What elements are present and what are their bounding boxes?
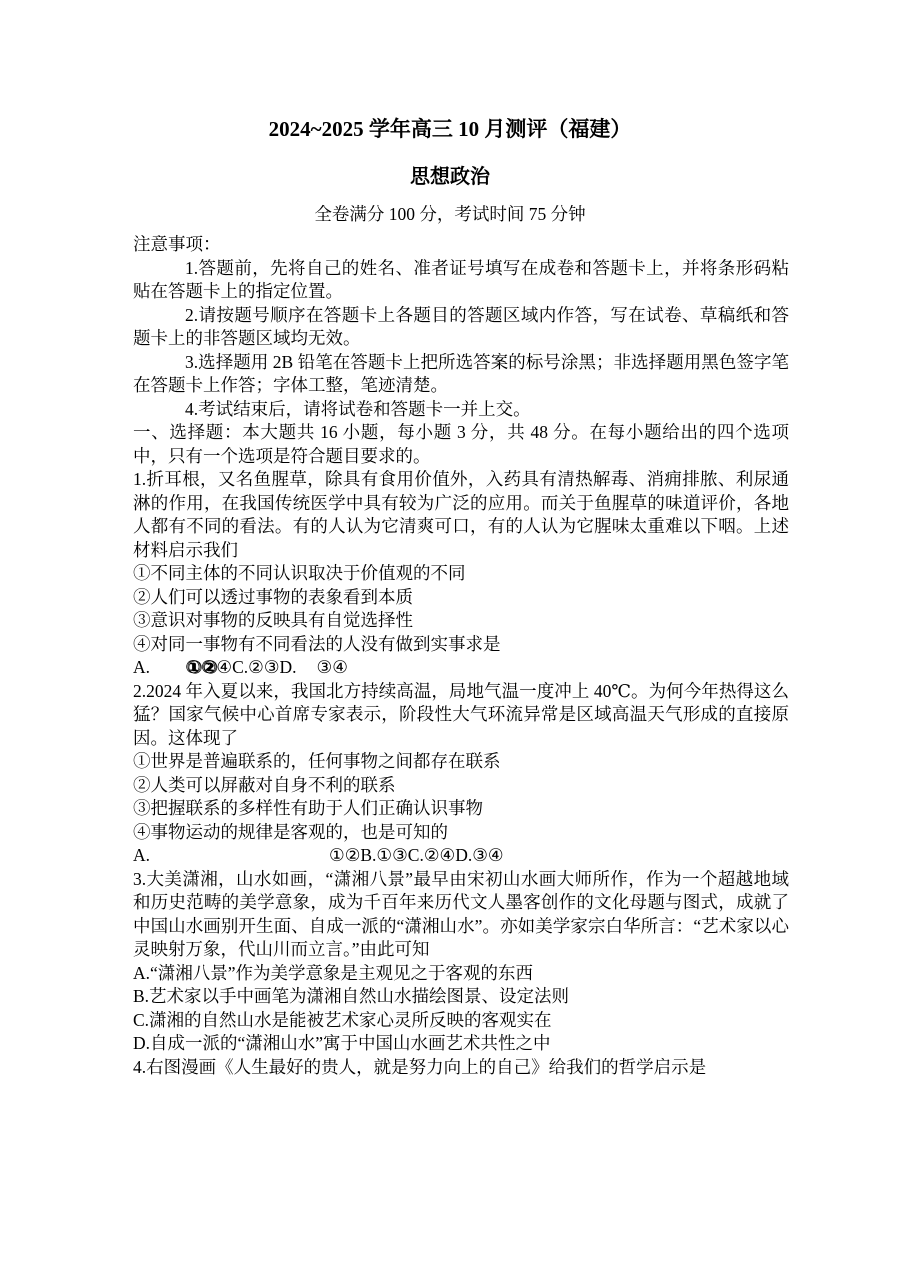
option-d-digits: ③④: [316, 657, 348, 677]
question-3-choice-c: C.潇湘的自然山水是能被艺术家心灵所反映的客观实在: [133, 1009, 552, 1030]
notice-item-4: 4.考试结束后，请将试卷和答题卡一并上交。: [185, 398, 531, 419]
options-text: ①②B.①③C.②④D.③④: [329, 845, 504, 865]
question-4-stem: 4.右图漫画《人生最好的贵人，就是努力向上的自己》给我们的哲学启示是: [133, 1056, 707, 1077]
question-1-stem: 1.折耳根，又名鱼腥草，除具有食用价值外，入药具有清热解毒、消痈排脓、利尿通淋的作用，在我国传统医学中具有较为广泛的应用。而关于鱼腥草的味道评价，各地人都有不同的看法。有的人认为它清爽可口，有的人认为它腥味太重难以下咽。上述材料启示我们: [133, 469, 789, 560]
question-3-choice-a: A.“潇湘八景”作为美学意象是主观见之于客观的东西: [133, 962, 534, 983]
options-overprinted-digits: ①②: [185, 657, 217, 677]
question-2-statement-4: ④事物运动的规律是客观的，也是可知的: [133, 821, 448, 842]
question-2-statement-3: ③把握联系的多样性有助于人们正确认识事物: [133, 798, 483, 818]
subject-title: 思想政治: [410, 166, 490, 188]
question-2-statement-2: ②人类可以屏蔽对自身不利的联系: [133, 774, 396, 795]
notice-item-1: 1.答题前，先将自己的姓名、准者证号填写在成卷和答题卡上，并将条形码粘贴在答题卡上的指定位置。: [133, 257, 789, 301]
question-3-stem: 3.大美潇湘，山水如画，“潇湘八景”最早由宋初山水画大师所作，作为一个超越地域和历史范畴的美学意象，成为千百年来历代文人墨客创作的文化母题与图式，成就了中国山水画别开生面、自成一派的“潇湘山水”。亦如美学家宗白华所言：“艺术家以心灵映射万象，代山川而立言。”由此可知: [133, 868, 789, 959]
question-1-statement-1: ①不同主体的不同认识取决于价值观的不同: [133, 563, 466, 583]
question-3-choice-d: D.自成一派的“潇湘山水”寓于中国山水画艺术共性之中: [133, 1033, 551, 1053]
question-1-statement-4: ④对同一事物有不同看法的人没有做到实事求是: [133, 633, 501, 654]
page-title: 2024~2025 学年高三 10 月测评（福建）: [268, 117, 632, 141]
question-2-stem: 2.2024 年入夏以来，我国北方持续高温，局地气温一度冲上 40℃。为何今年热得这么猛？国家气候中心首席专家表示，阶段性大气环流异常是区域高温天气形成的直接原因。这体现了: [133, 680, 789, 748]
exam-info: 全卷满分 100 分，考试时间 75 分钟: [314, 204, 586, 224]
option-label-a: A.: [133, 845, 151, 865]
notice-heading: 注意事项：: [133, 234, 221, 254]
exam-body: [133, 233, 789, 1079]
question-2-statement-1: ①世界是普遍联系的，任何事物之间都存在联系: [133, 751, 501, 771]
option-label-a: A.: [133, 657, 151, 677]
question-3-choice-b: B.艺术家以手中画笔为潇湘自然山水描绘图景、设定法则: [133, 986, 570, 1006]
section-heading: 一、选择题：本大题共 16 小题，每小题 3 分，共 48 分。在每小题给出的四个选项中，只有一个选项是符合题目要求的。: [133, 422, 789, 466]
question-2-options: [133, 844, 789, 868]
options-text: ④C.②③D.: [216, 657, 297, 677]
notice-item-3: 3.选择题用 2B 铅笔在答题卡上把所选答案的标号涂黑；非选择题用黑色签字笔在答题卡上作答；字体工整，笔迹清楚。: [133, 351, 789, 395]
question-1-statement-2: ②人们可以透过事物的表象看到本质: [133, 586, 413, 607]
question-1-options: [133, 656, 789, 680]
notice-item-2: 2.请按题号顺序在答题卡上各题目的答题区域内作答，写在试卷、草稿纸和答题卡上的非答题区域均无效。: [133, 304, 789, 348]
question-1-statement-3: ③意识对事物的反映具有自觉选择性: [133, 610, 413, 630]
